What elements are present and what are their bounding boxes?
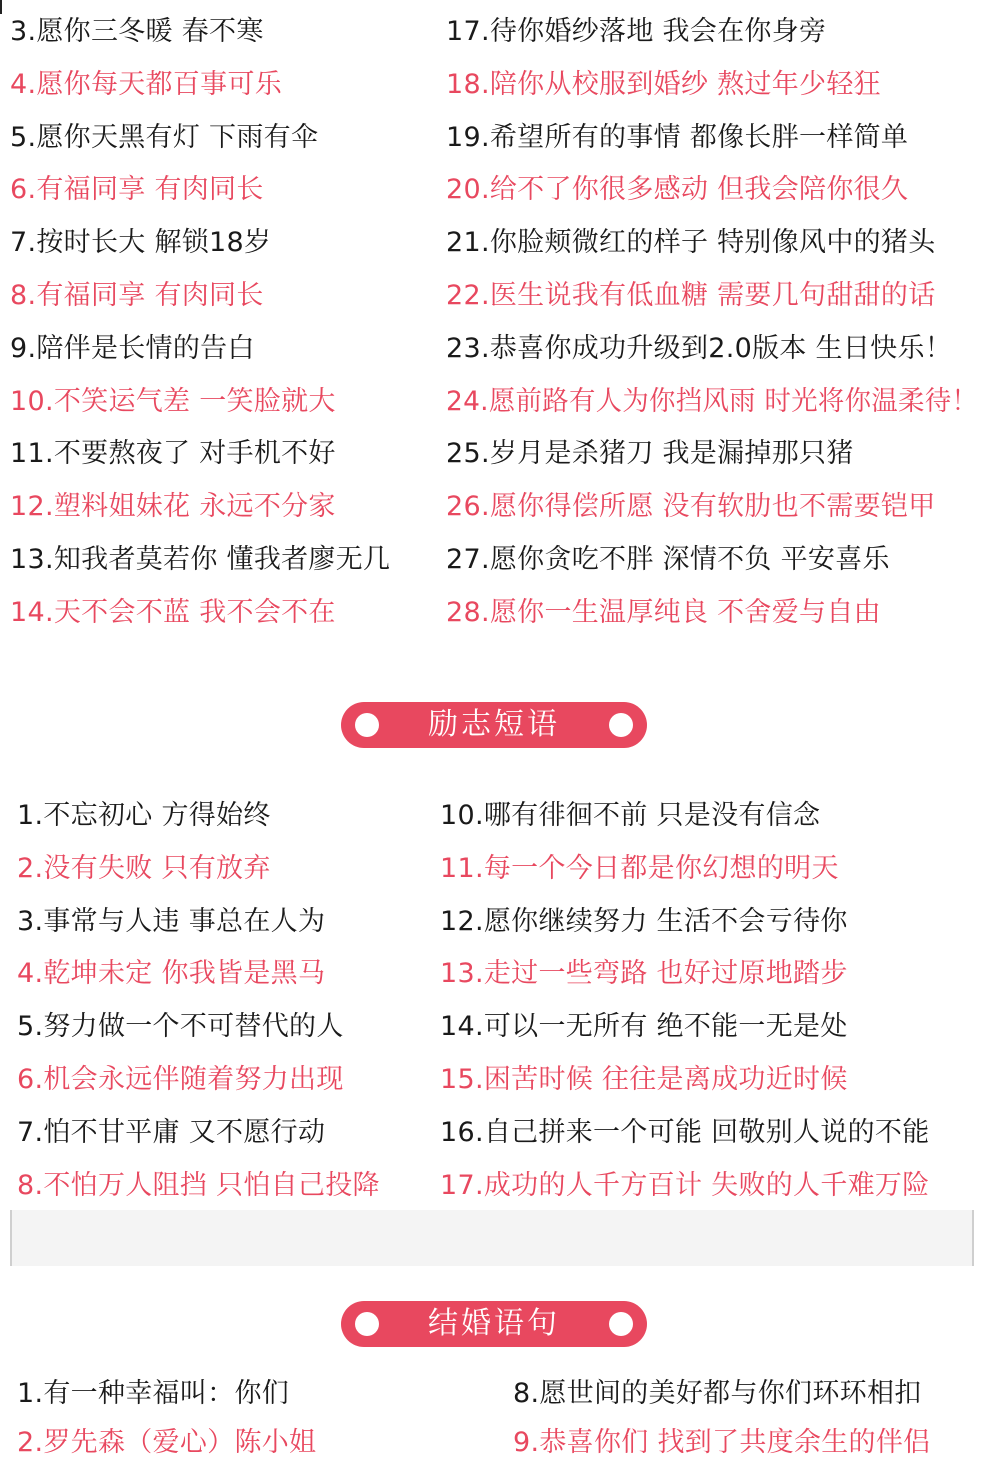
phrase-line: 25.岁月是杀猪刀 我是漏掉那只猪 (446, 438, 854, 470)
phrase-line: 18.陪你从校服到婚纱 熬过年少轻狂 (446, 68, 881, 100)
phrase-line: 27.愿你贪吃不胖 深情不负 平安喜乐 (446, 544, 890, 575)
phrase-line: 4.愿你每天都百事可乐 (10, 68, 283, 100)
phrase-line: 5.努力做一个不可替代的人 (17, 1011, 344, 1043)
phrase-line: 11.不要熬夜了 对手机不好 (10, 438, 336, 470)
phrase-line: 17.待你婚纱落地 我会在你身旁 (446, 16, 827, 47)
phrase-line: 8.不怕万人阻挡 只怕自己投降 (17, 1169, 380, 1201)
circle-dot-icon (609, 713, 633, 737)
section-title: 励志短语 (428, 707, 560, 742)
phrase-line: 14.可以一无所有 绝不能一无是处 (440, 1011, 848, 1043)
phrase-line: 12.塑料姐妹花 永远不分家 (10, 491, 336, 523)
phrase-line: 19.希望所有的事情 都像长胖一样简单 (446, 121, 909, 153)
phrase-line: 20.给不了你很多感动 但我会陪你很久 (446, 174, 909, 206)
phrase-line: 16.自己拼来一个可能 回敬别人说的不能 (440, 1116, 930, 1148)
circle-dot-icon (609, 1312, 633, 1336)
phrase-line: 2.罗先森（爱心）陈小姐 (17, 1427, 317, 1458)
phrase-line: 7.怕不甘平庸 又不愿行动 (17, 1116, 326, 1148)
phrase-line: 4.乾坤未定 你我皆是黑马 (17, 958, 326, 990)
phrase-line: 2.没有失败 只有放弃 (17, 852, 271, 884)
section-header-motivational (341, 702, 647, 748)
phrase-line: 3.事常与人违 事总在人为 (17, 905, 326, 937)
phrase-line: 8.愿世间的美好都与你们环环相扣 (513, 1378, 922, 1409)
phrase-line: 22.医生说我有低血糖 需要几句甜甜的话 (446, 280, 936, 311)
section-title: 结婚语句 (428, 1306, 560, 1341)
phrase-line: 3.愿你三冬暖 春不寒 (10, 16, 264, 47)
phrase-line: 15.困苦时候 往往是离成功近时候 (440, 1064, 848, 1095)
section-header-wedding (341, 1301, 647, 1347)
phrase-line: 10.不笑运气差 一笑脸就大 (10, 385, 336, 417)
phrase-line: 6.有福同享 有肉同长 (10, 174, 264, 206)
divider-box (10, 1210, 974, 1266)
phrase-line: 11.每一个今日都是你幻想的明天 (440, 852, 839, 884)
phrase-line: 21.你脸颊微红的样子 特别像风中的猪头 (446, 227, 936, 259)
phrase-line: 13.知我者莫若你 懂我者廖无几 (10, 544, 391, 575)
phrase-line: 5.愿你天黑有灯 下雨有伞 (10, 121, 319, 153)
phrase-line: 17.成功的人千方百计 失败的人千难万险 (440, 1169, 930, 1201)
phrase-line: 9.恭喜你们 找到了共度余生的伴侣 (513, 1427, 931, 1458)
corner-mark (0, 0, 2, 14)
phrase-line: 28.愿你一生温厚纯良 不舍爱与自由 (446, 596, 881, 628)
phrase-line: 10.哪有徘徊不前 只是没有信念 (440, 800, 821, 831)
phrase-line: 23.恭喜你成功升级到2.0版本 生日快乐！ (446, 332, 953, 364)
phrase-line: 13.走过一些弯路 也好过原地踏步 (440, 958, 848, 990)
phrase-line: 9.陪伴是长情的告白 (10, 332, 255, 364)
phrase-line: 1.不忘初心 方得始终 (17, 800, 271, 831)
phrase-line: 1.有一种幸福叫：你们 (17, 1378, 290, 1409)
phrase-line: 24.愿前路有人为你挡风雨 时光将你温柔待！ (446, 385, 979, 417)
phrase-line: 14.天不会不蓝 我不会不在 (10, 596, 336, 628)
phrase-line: 7.按时长大 解锁18岁 (10, 227, 272, 259)
phrase-line: 8.有福同享 有肉同长 (10, 280, 264, 311)
phrase-line: 26.愿你得偿所愿 没有软肋也不需要铠甲 (446, 491, 936, 523)
phrase-line: 6.机会永远伴随着努力出现 (17, 1064, 344, 1095)
phrase-line: 12.愿你继续努力 生活不会亏待你 (440, 905, 848, 937)
